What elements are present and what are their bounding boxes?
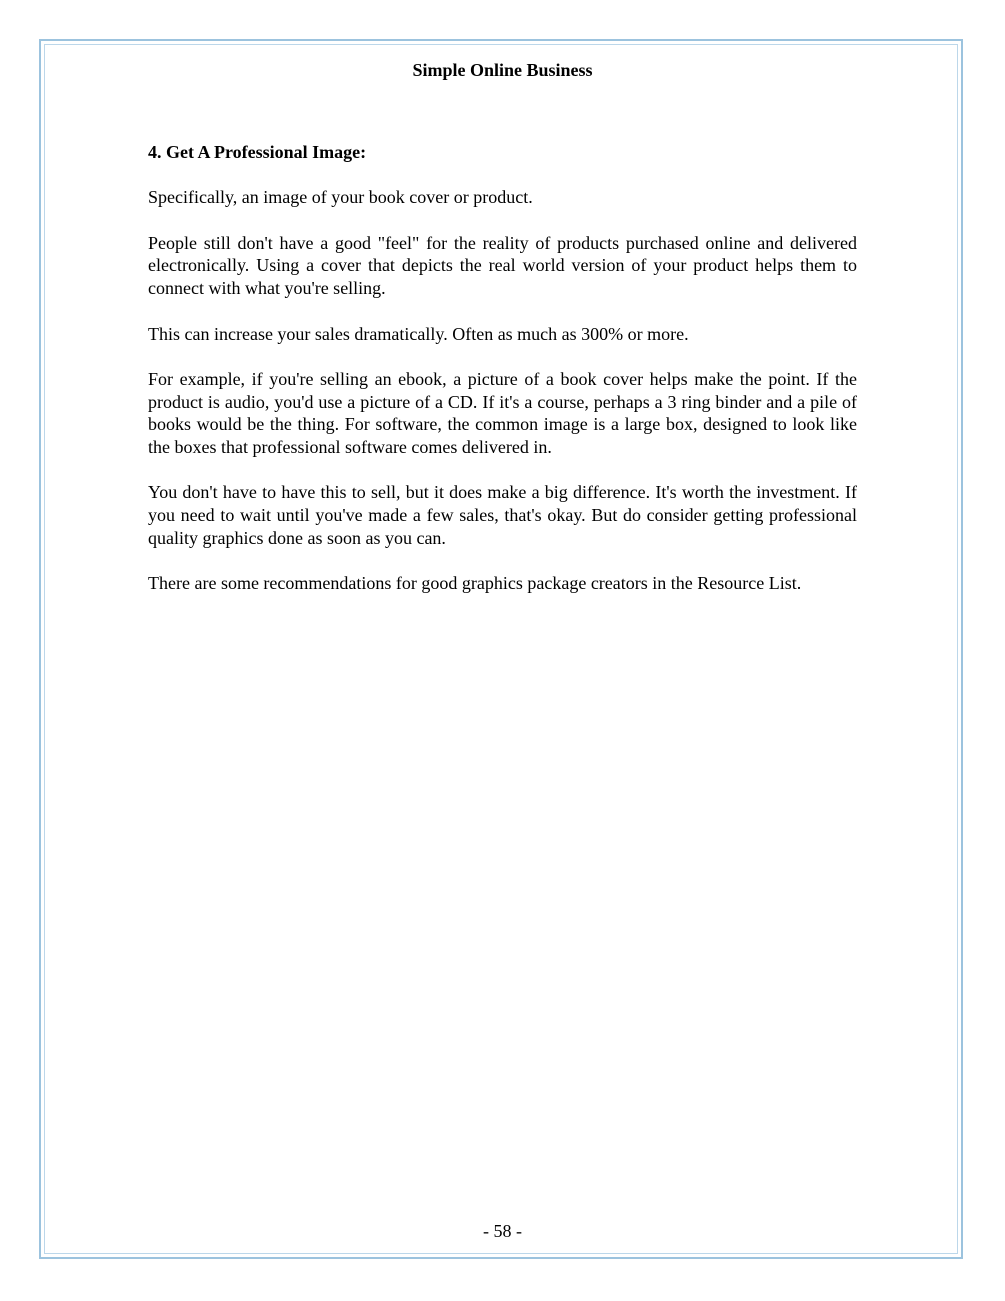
page-number: - 58 - — [483, 1221, 522, 1241]
paragraph: You don't have to have this to sell, but it does make a big difference. It's worth the investment. If you need to wait until you've made a few sales, that's okay. But do consider getting professional quality graphics done as soon as you can. — [148, 482, 857, 548]
paragraph: People still don't have a good "feel" for the reality of products purchased online and delivered electronically. Using a cover that depicts the real world version of your product helps them to connect with what you're selling. — [148, 232, 857, 299]
running-header: Simple Online Business — [412, 60, 593, 80]
paragraph: Specifically, an image of your book cover or product. — [148, 187, 533, 208]
section-heading: 4. Get A Professional Image: — [148, 142, 367, 162]
paragraph: This can increase your sales dramatically. Often as much as 300% or more. — [148, 323, 689, 344]
paragraph: For example, if you're selling an ebook, a picture of a book cover helps make the point. If the product is audio, you'd use a picture of a CD. If it's a course, perhaps a 3 ring binder and a pile of books would be the thing. For software, the common image is a large box, designed to look like the boxes that professional software comes delivered in. — [148, 368, 857, 458]
paragraph: There are some recommendations for good graphics package creators in the Resource List. — [148, 573, 802, 594]
page-content — [148, 141, 857, 618]
